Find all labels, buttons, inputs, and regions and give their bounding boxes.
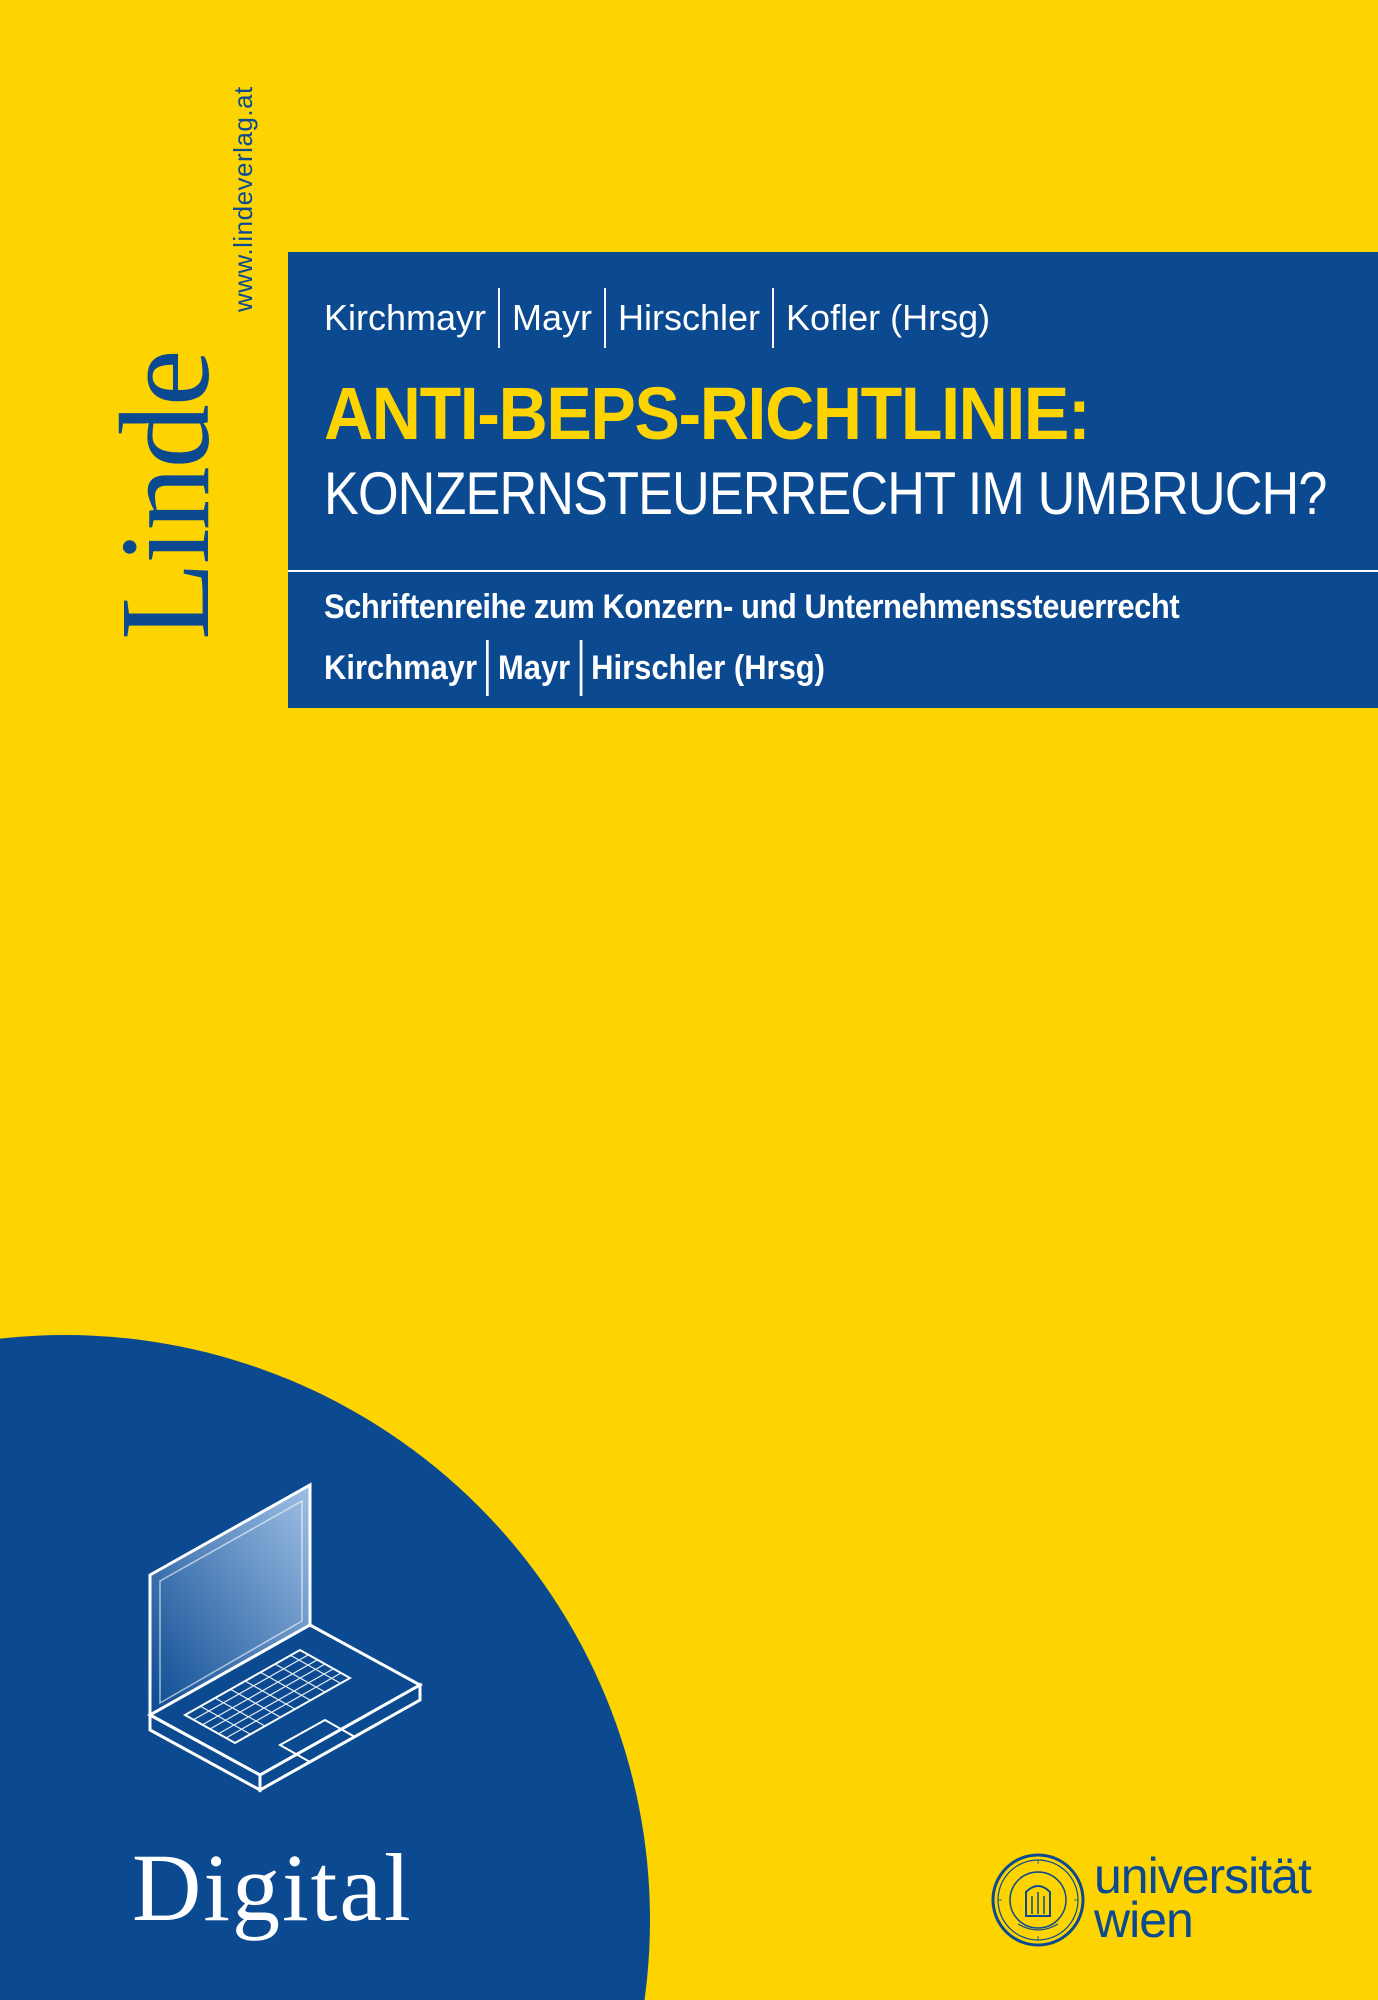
- series-editor-name: Hirschler (Hrsg): [591, 648, 825, 687]
- divider: [772, 288, 774, 348]
- publisher-name: Linde: [94, 351, 236, 640]
- university-seal-icon: [990, 1852, 1086, 1948]
- divider: [498, 288, 500, 348]
- book-subtitle: KONZERNSTEUERRECHT IM UMBRUCH?: [324, 460, 1327, 527]
- divider: [579, 640, 582, 696]
- divider: [288, 570, 1378, 572]
- editors-line: [324, 288, 990, 348]
- series-title: Schriftenreihe zum Konzern- und Unternehmenssteuerrecht: [324, 588, 1180, 626]
- series-editors-line: [324, 640, 825, 696]
- book-title: ANTI-BEPS-RICHTLINIE:: [324, 372, 1090, 455]
- series-editor-name: Kirchmayr: [324, 648, 478, 687]
- editor-name: Mayr: [512, 297, 593, 338]
- editor-name: Hirschler: [618, 297, 761, 338]
- university-name-line1: universität: [1094, 1848, 1311, 1904]
- laptop-icon: [130, 1475, 450, 1815]
- title-box: [288, 252, 1378, 708]
- university-name-line2: wien: [1094, 1892, 1193, 1948]
- editor-name: Kofler (Hrsg): [786, 297, 991, 338]
- divider: [486, 640, 489, 696]
- publisher-url: www.lindeverlag.at: [228, 86, 258, 312]
- editor-name: Kirchmayr: [324, 297, 487, 338]
- publisher-logo: [94, 310, 265, 650]
- series-editor-name: Mayr: [497, 648, 571, 687]
- divider: [604, 288, 606, 348]
- university-logo: [990, 1848, 1330, 1958]
- edition-label: Digital: [132, 1834, 413, 1941]
